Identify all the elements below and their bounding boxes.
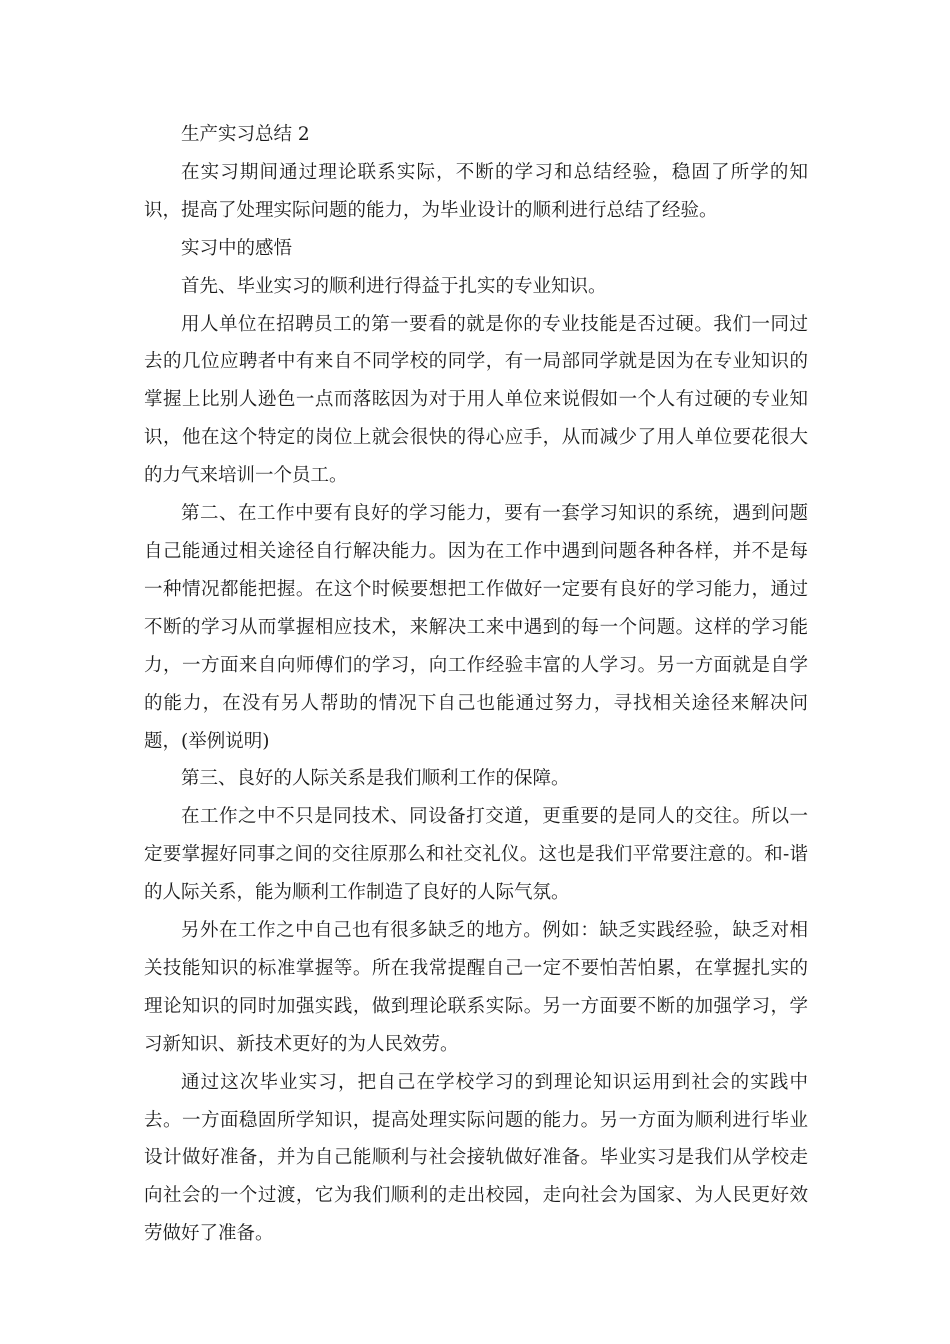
paragraph-4: 第二、在工作中要有良好的学习能力，要有一套学习知识的系统，遇到问题自己能通过相关途径自行解决能力。因为在工作中遇到问题各种各样，并不是每一种情况都能把握。在这个时候要想把工作做好一定要有良好的学习能力，通过不断的学习从而掌握相应技术，来解决工来中遇到的每一个问题。这样的学习能力，一方面来自向师傅们的学习，向工作经验丰富的人学习。另一方面就是自学的能力，在没有另人帮助的情况下自己也能通过努力，寻找相关途径来解决问题，(举例说明) bbox=[144, 503, 808, 752]
paragraph-3: 用人单位在招聘员工的第一要看的就是你的专业技能是否过硬。我们一同过去的几位应聘者中有来自不同学校的同学，有一局部同学就是因为在专业知识的掌握上比别人逊色一点而落眩因为对于用人单位来说假如一个人有过硬的专业知识，他在这个特定的岗位上就会很快的得心应手，从而减少了用人单位要花很大的力气来培训一个员工。 bbox=[144, 313, 808, 487]
paragraph-7: 另外在工作之中自己也有很多缺乏的地方。例如：缺乏实践经验，缺乏对相关技能知识的标准掌握等。所在我常提醒自己一定不要怕苦怕累，在掌握扎实的理论知识的同时加强实践，做到理论联系实际。另一方面要不断的加强学习，学习新知识、新技术更好的为人民效劳。 bbox=[144, 920, 808, 1055]
paragraph-2: 首先、毕业实习的顺利进行得益于扎实的专业知识。 bbox=[181, 275, 607, 297]
section-heading-insights: 实习中的感悟 bbox=[181, 237, 293, 259]
document-body bbox=[144, 116, 808, 1253]
paragraph-6: 在工作之中不只是同技术、同设备打交道，更重要的是同人的交往。所以一定要掌握好同事之间的交往原那么和社交礼仪。这也是我们平常要注意的。和-谐的人际关系，能为顺利工作制造了良好的人际气氛。 bbox=[144, 806, 808, 904]
paragraph-1: 在实习期间通过理论联系实际，不断的学习和总结经验，稳固了所学的知识，提高了处理实际问题的能力，为毕业设计的顺利进行总结了经验。 bbox=[144, 161, 808, 221]
paragraph-8: 通过这次毕业实习，把自己在学校学习的到理论知识运用到社会的实践中去。一方面稳固所学知识，提高处理实际问题的能力。另一方面为顺利进行毕业设计做好准备，并为自己能顺利与社会接轨做好准备。毕业实习是我们从学校走向社会的一个过渡，它为我们顺利的走出校园，走向社会为国家、为人民更好效劳做好了准备。 bbox=[144, 1071, 808, 1245]
paragraph-5: 第三、良好的人际关系是我们顺利工作的保障。 bbox=[181, 768, 570, 790]
document-title: 生产实习总结 2 bbox=[181, 124, 310, 145]
